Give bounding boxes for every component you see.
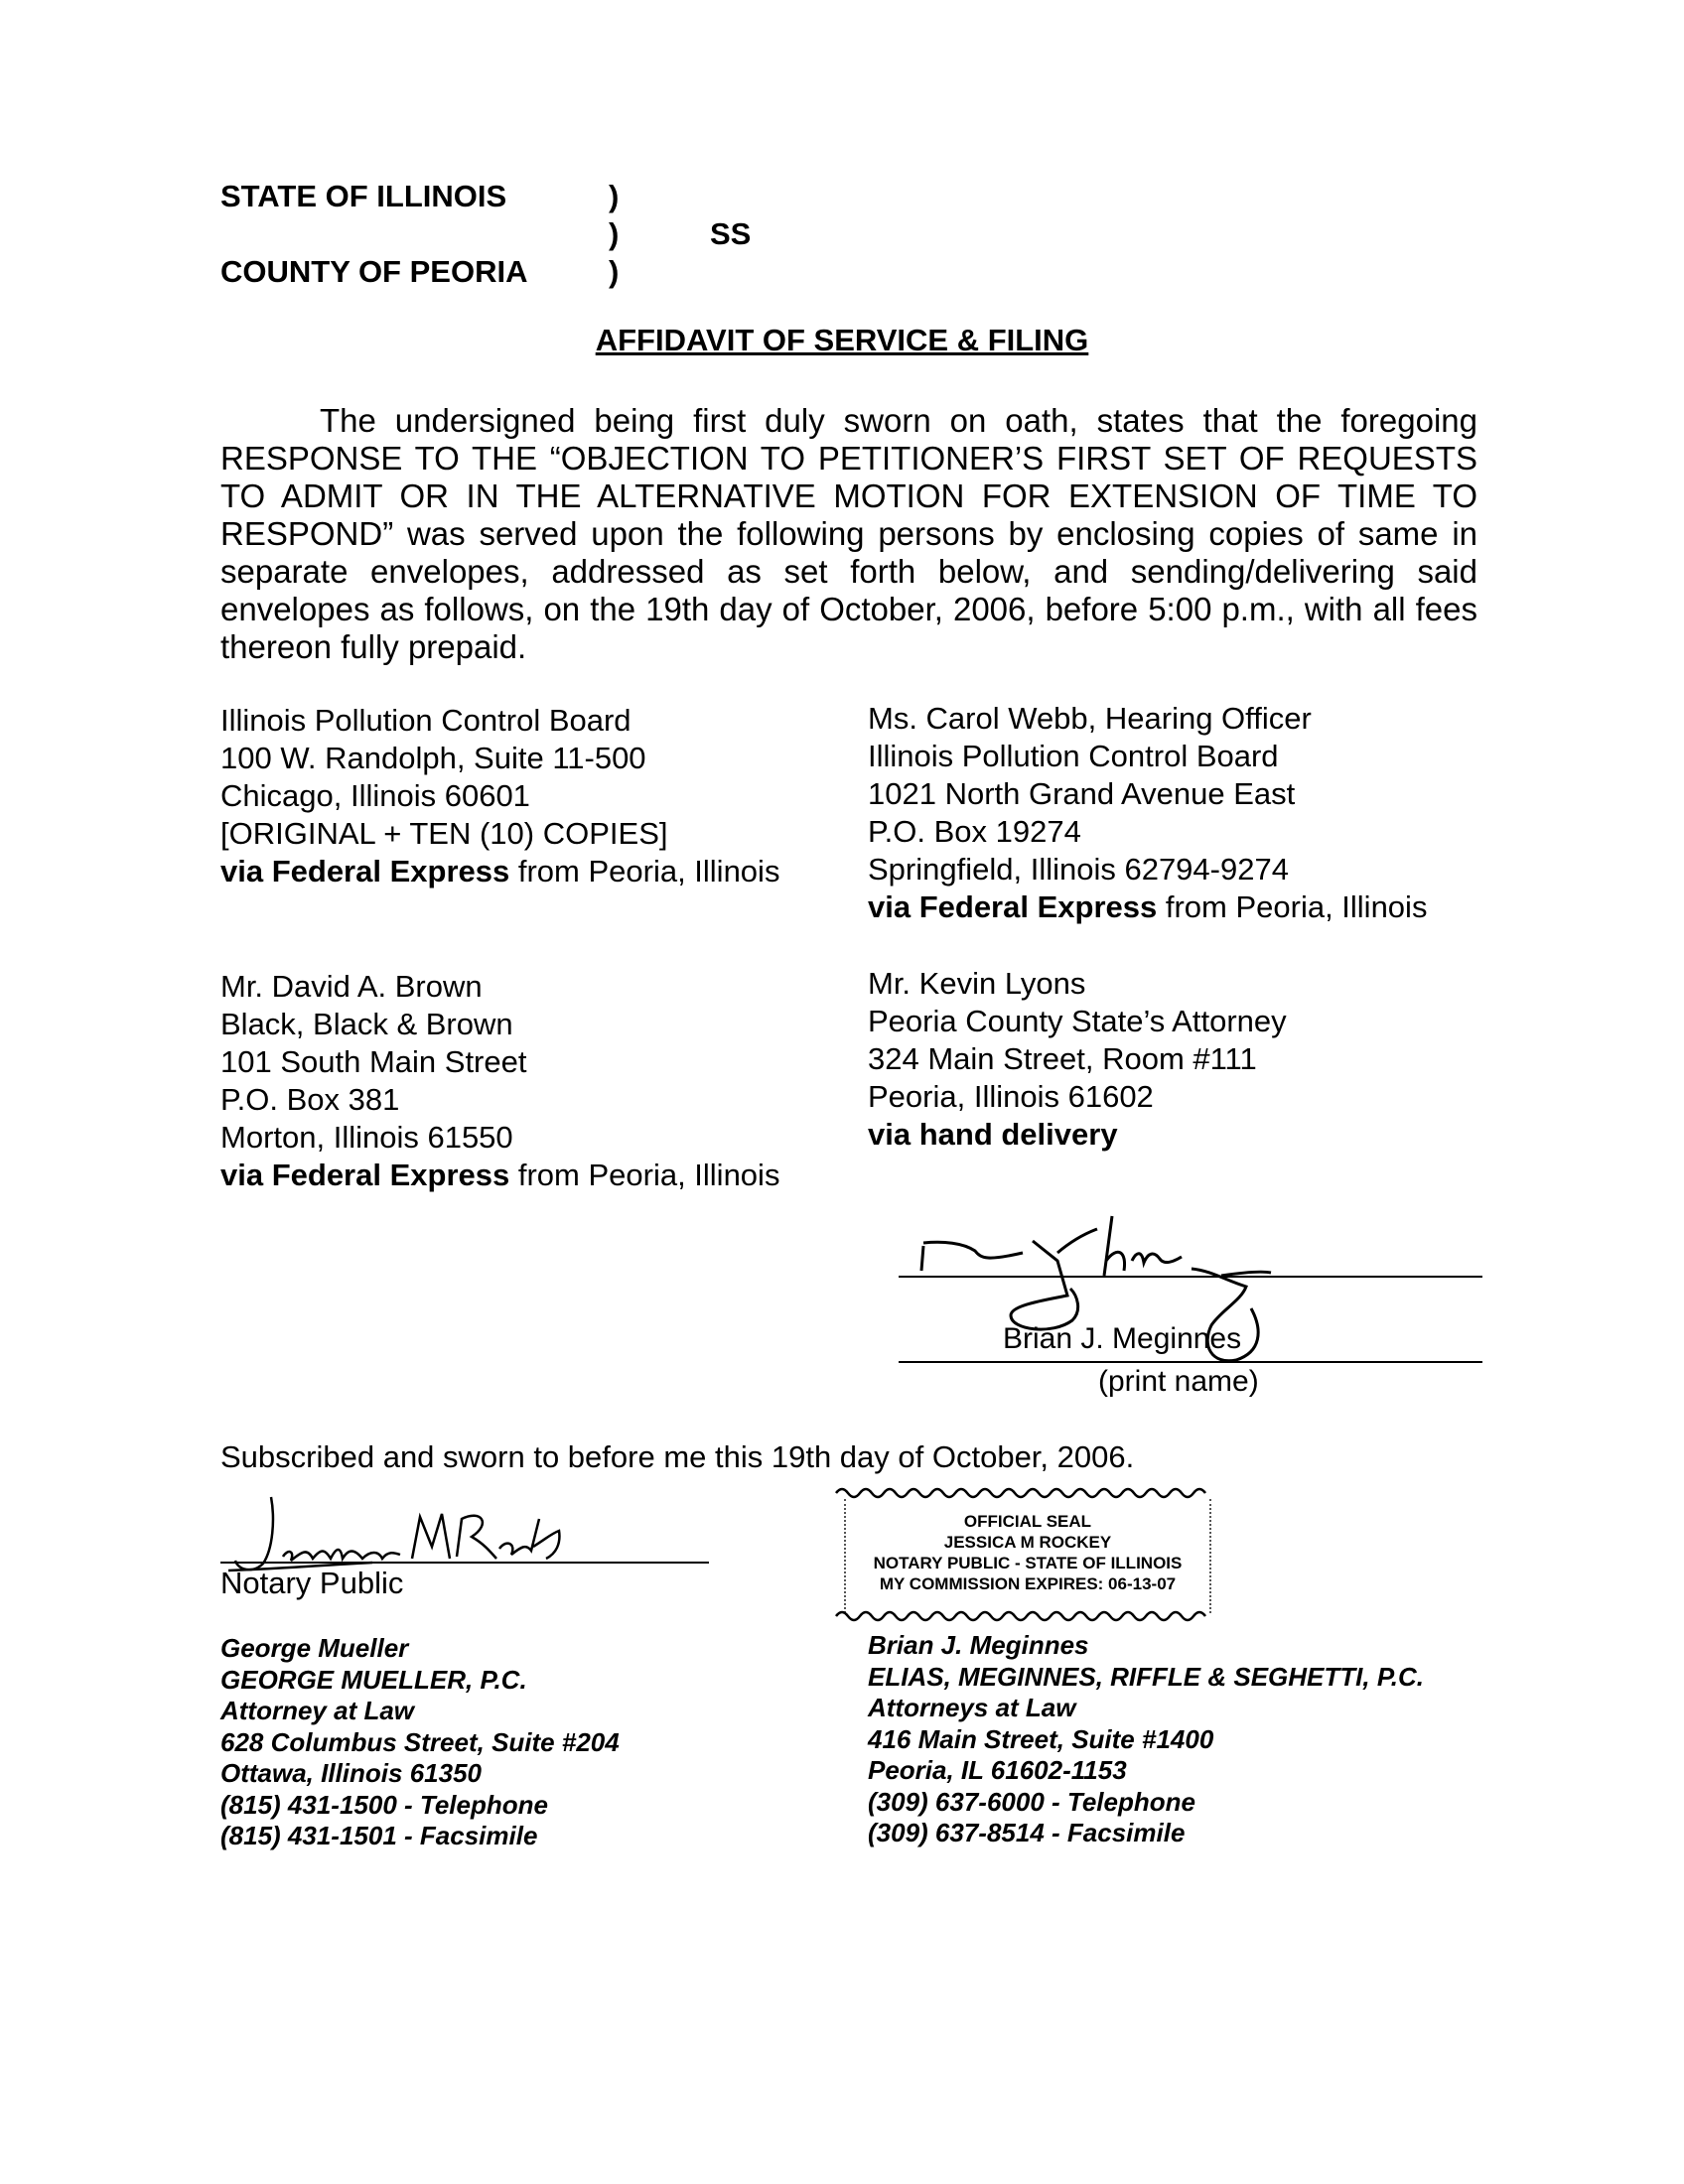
- venue-ss: SS: [710, 216, 752, 251]
- footer-attorney-right: [868, 1630, 1424, 1849]
- delivery-method-label: via Federal Express: [220, 1158, 510, 1192]
- print-name-caption: (print name): [1098, 1365, 1259, 1398]
- footer-line: (815) 431-1501 - Facsimile: [220, 1821, 538, 1850]
- address-line: Black, Black & Brown: [220, 1007, 513, 1041]
- footer-line: (309) 637-8514 - Facsimile: [868, 1818, 1186, 1847]
- affiant-printed-name: Brian J. Meginnes: [1003, 1322, 1242, 1355]
- printed-name-line: [899, 1361, 1482, 1363]
- affidavit-body-text: The undersigned being first duly sworn on oath, states that the foregoing RESPONSE TO THE “OBJECTION TO PETITIONER’S FIRST SET OF REQUESTS TO ADMIT OR IN THE ALTERNATIVE MOTION FOR EXTENSION OF TIME TO RESPOND” was served upon the following persons by enclosing copies of same in separate envelopes, addressed as set forth below, and sending/delivering said envelopes as follows, on the 19th day of October, 2006, before 5:00 p.m., with all fees thereon fully prepaid.: [220, 402, 1477, 665]
- footer-attorney-left: [220, 1633, 620, 1852]
- delivery-method-suffix: from Peoria, Illinois: [509, 854, 780, 888]
- seal-line: MY COMMISSION EXPIRES: 06-13-07: [879, 1574, 1177, 1593]
- seal-bottom-border: [834, 1608, 1221, 1628]
- footer-line: George Mueller: [220, 1633, 409, 1663]
- delivery-method: [868, 888, 1427, 926]
- venue-county: COUNTY OF PEORIA: [220, 254, 528, 289]
- address-block-pcb-chicago: [220, 702, 779, 890]
- venue-paren-2: ): [609, 216, 620, 251]
- address-line: Peoria, Illinois 61602: [868, 1079, 1154, 1114]
- affidavit-body: [220, 402, 1477, 666]
- address-line: 100 W. Randolph, Suite 11-500: [220, 741, 646, 775]
- address-line: Mr. David A. Brown: [220, 969, 483, 1004]
- footer-line: 628 Columbus Street, Suite #204: [220, 1726, 620, 1757]
- seal-line: JESSICA M ROCKEY: [943, 1533, 1112, 1552]
- notary-label: Notary Public: [220, 1566, 404, 1600]
- address-block-lyons: [868, 965, 1287, 1154]
- document-title: AFFIDAVIT OF SERVICE & FILING: [595, 323, 1089, 357]
- address-line: Ms. Carol Webb, Hearing Officer: [868, 701, 1312, 736]
- notary-signature-line: [220, 1562, 709, 1564]
- jurat: Subscribed and sworn to before me this 19th day of October, 2006.: [220, 1439, 1135, 1474]
- address-line: Illinois Pollution Control Board: [220, 703, 632, 738]
- address-line: 1021 North Grand Avenue East: [868, 776, 1296, 811]
- address-line: Springfield, Illinois 62794-9274: [868, 852, 1289, 887]
- venue-state: STATE OF ILLINOIS: [220, 179, 507, 213]
- address-block-hearing-officer: [868, 700, 1427, 926]
- delivery-method-label: via hand delivery: [868, 1117, 1118, 1152]
- footer-line: 416 Main Street, Suite #1400: [868, 1723, 1214, 1754]
- footer-line: (309) 637-6000 - Telephone: [868, 1786, 1195, 1817]
- footer-line: Attorneys at Law: [868, 1693, 1076, 1722]
- delivery-method-label: via Federal Express: [868, 889, 1158, 924]
- address-line: P.O. Box 381: [220, 1082, 400, 1117]
- delivery-method-suffix: from Peoria, Illinois: [509, 1158, 780, 1192]
- address-line: 101 South Main Street: [220, 1044, 527, 1079]
- seal-top-border: [834, 1481, 1221, 1501]
- venue-paren-3: ): [609, 254, 620, 289]
- address-line: Illinois Pollution Control Board: [868, 739, 1279, 773]
- signature-line: [899, 1276, 1482, 1278]
- address-line: P.O. Box 19274: [868, 814, 1081, 849]
- footer-line: (815) 431-1500 - Telephone: [220, 1789, 548, 1820]
- footer-line: GEORGE MUELLER, P.C.: [220, 1664, 527, 1695]
- address-line: Mr. Kevin Lyons: [868, 966, 1086, 1001]
- seal-line: OFFICIAL SEAL: [963, 1512, 1092, 1531]
- address-line: Chicago, Illinois 60601: [220, 778, 530, 813]
- address-line: Peoria County State’s Attorney: [868, 1004, 1287, 1038]
- address-line: 324 Main Street, Room #111: [868, 1041, 1257, 1076]
- footer-line: Brian J. Meginnes: [868, 1630, 1089, 1660]
- address-block-brown: [220, 968, 779, 1194]
- footer-line: ELIAS, MEGINNES, RIFFLE & SEGHETTI, P.C.: [868, 1661, 1425, 1692]
- delivery-method: [220, 853, 779, 890]
- venue-paren-1: ): [609, 179, 620, 213]
- delivery-method: [220, 1157, 779, 1194]
- footer-line: Attorney at Law: [220, 1696, 415, 1725]
- delivery-method-label: via Federal Express: [220, 854, 510, 888]
- address-line: Morton, Illinois 61550: [220, 1120, 513, 1155]
- footer-line: Ottawa, Illinois 61350: [220, 1758, 482, 1788]
- delivery-method-suffix: from Peoria, Illinois: [1157, 889, 1428, 924]
- footer-line: Peoria, IL 61602-1153: [868, 1755, 1127, 1785]
- address-line: [ORIGINAL + TEN (10) COPIES]: [220, 816, 668, 851]
- seal-line: NOTARY PUBLIC - STATE OF ILLINOIS: [873, 1554, 1183, 1572]
- official-seal: [844, 1499, 1211, 1613]
